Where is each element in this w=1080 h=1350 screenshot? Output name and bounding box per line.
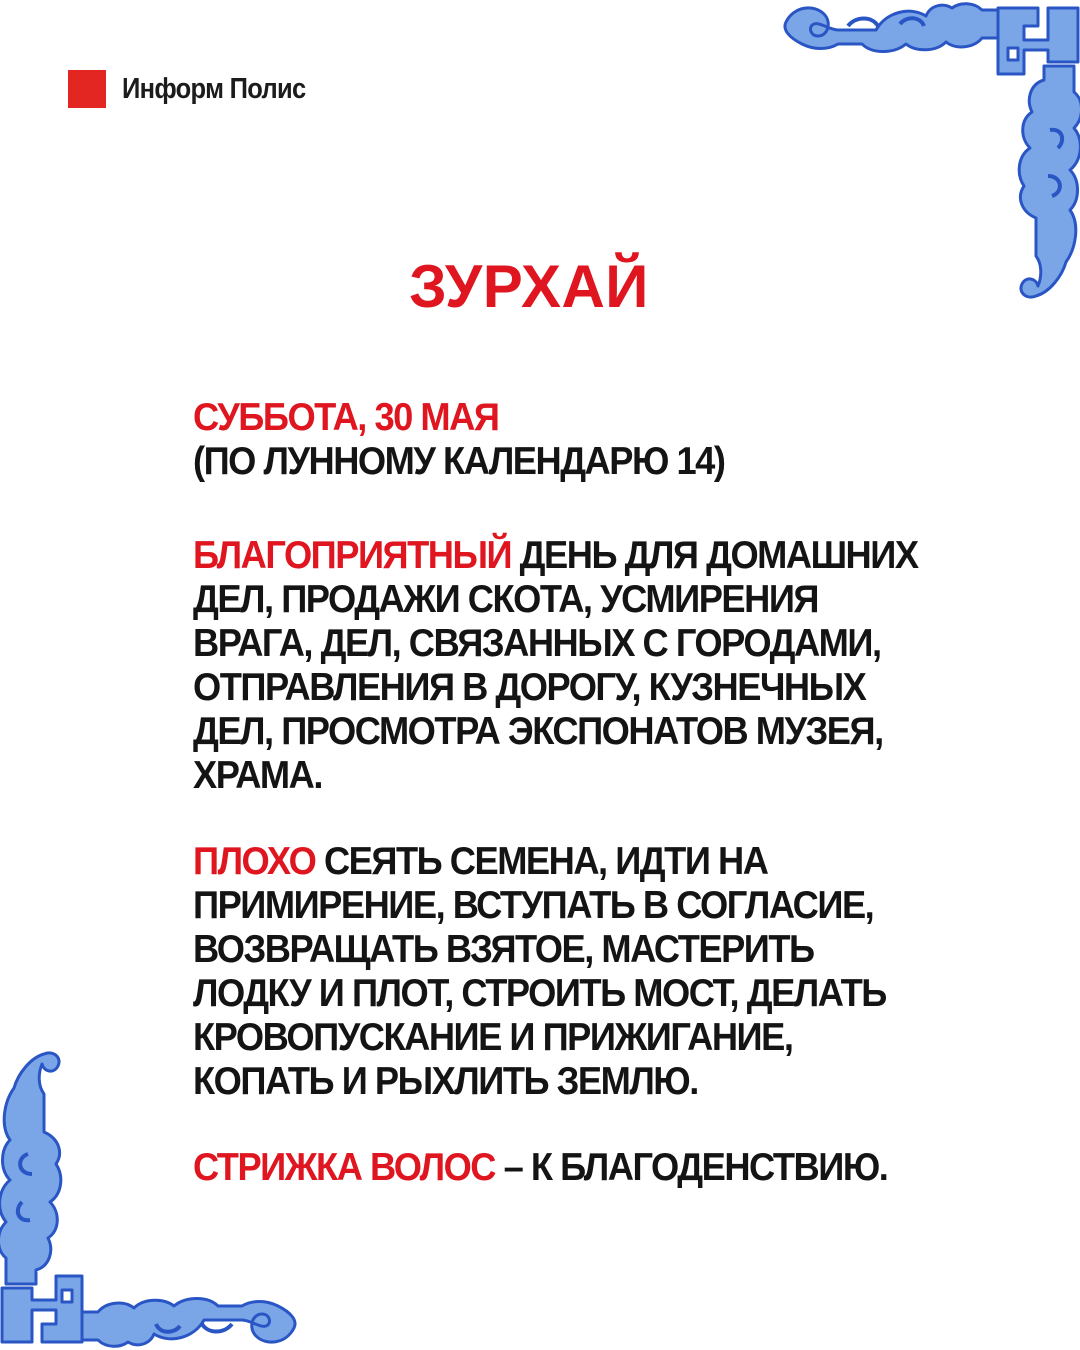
favorable-first-line xyxy=(193,534,946,578)
haircut-rest: – К БЛАГОДЕНСТВИЮ. xyxy=(495,1146,888,1189)
lunar-day-line: (ПО ЛУННОМУ КАЛЕНДАРЮ 14) xyxy=(193,440,725,483)
bad-line: ЛОДКУ И ПЛОТ, СТРОИТЬ МОСТ, ДЕЛАТЬ xyxy=(193,972,886,1015)
favorable-line: ОТПРАВЛЕНИЯ В ДОРОГУ, КУЗНЕЧНЫХ xyxy=(193,666,866,709)
bad-line: КОПАТЬ И РЫХЛИТЬ ЗЕМЛЮ. xyxy=(193,1060,698,1103)
bad-first-line-rest: СЕЯТЬ СЕМЕНА, ИДТИ НА xyxy=(315,840,768,883)
favorable-line: ВРАГА, ДЕЛ, СВЯЗАННЫХ С ГОРОДАМИ, xyxy=(193,622,881,665)
favorable-keyword: БЛАГОПРИЯТНЫЙ xyxy=(193,534,512,577)
haircut-line xyxy=(193,1146,946,1190)
brand-logo xyxy=(68,70,331,108)
brand-name: Информ Полис xyxy=(122,72,306,105)
brand-square-icon xyxy=(68,70,106,108)
favorable-line: ХРАМА. xyxy=(193,754,322,797)
bad-line: ВОЗВРАЩАТЬ ВЗЯТОЕ, МАСТЕРИТЬ xyxy=(193,928,814,971)
zurkhai-content xyxy=(193,396,1003,1190)
bad-line: КРОВОПУСКАНИЕ И ПРИЖИГАНИЕ, xyxy=(193,1016,793,1059)
favorable-line: ДЕЛ, ПРОСМОТРА ЭКСПОНАТОВ МУЗЕЯ, xyxy=(193,710,883,753)
bad-line: ПРИМИРЕНИЕ, ВСТУПАТЬ В СОГЛАСИЕ, xyxy=(193,884,874,927)
page-title: ЗУРХАЙ xyxy=(409,253,649,320)
favorable-first-line-rest: ДЕНЬ ДЛЯ ДОМАШНИХ xyxy=(511,534,918,577)
bad-first-line xyxy=(193,840,946,884)
haircut-keyword: СТРИЖКА ВОЛОС xyxy=(193,1146,496,1189)
date-line: СУББОТА, 30 МАЯ xyxy=(193,396,499,439)
bad-keyword: ПЛОХО xyxy=(193,840,316,883)
favorable-line: ДЕЛ, ПРОДАЖИ СКОТА, УСМИРЕНИЯ xyxy=(193,578,819,621)
